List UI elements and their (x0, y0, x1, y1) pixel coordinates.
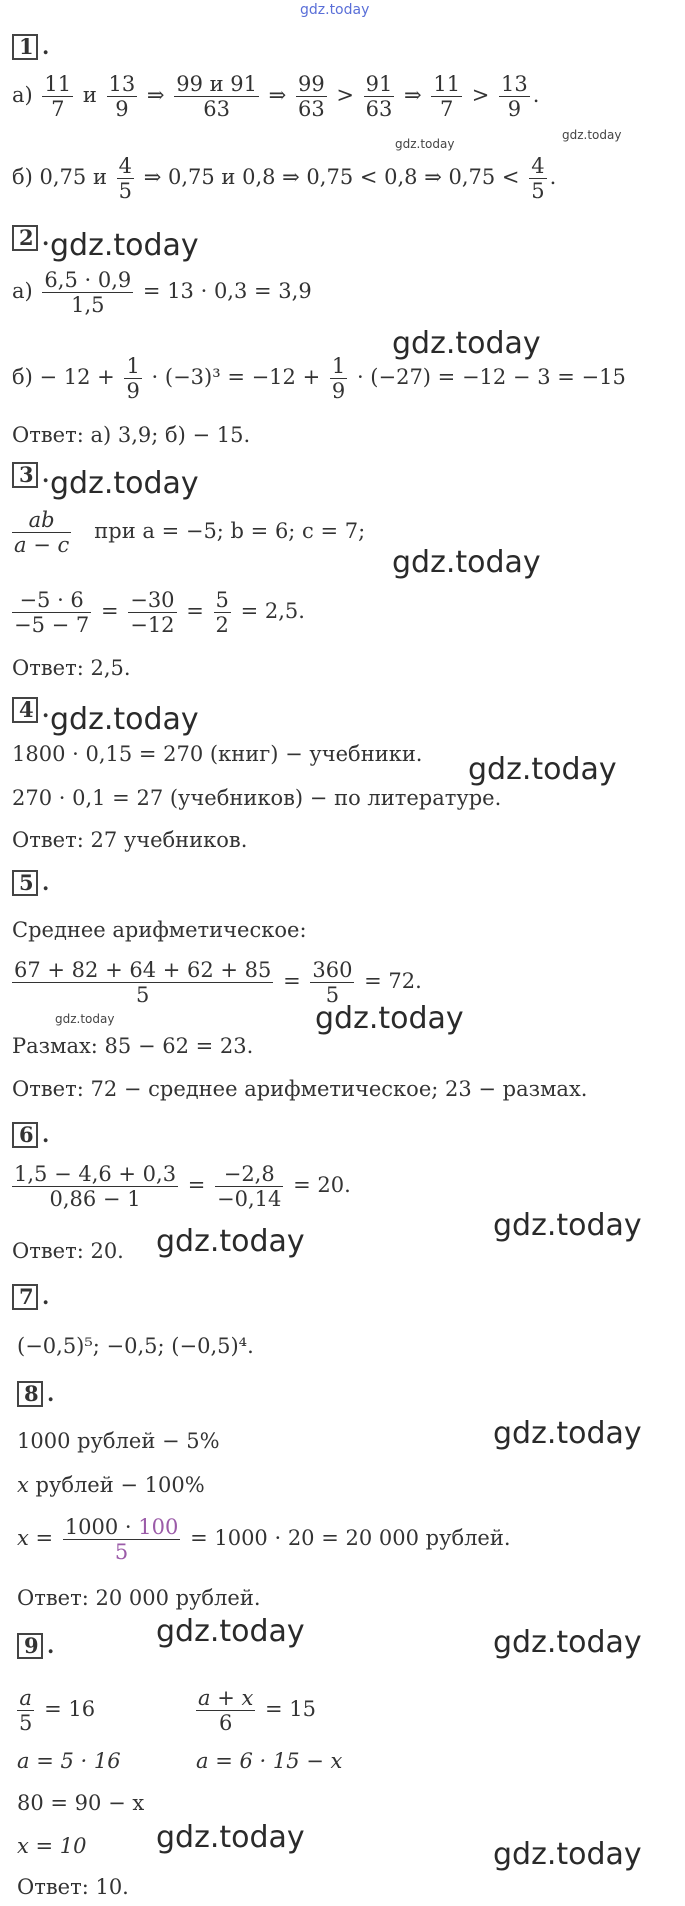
task6-line: $\frac{1,5 - 4,6 + 0,3}{0,86 - 1}$ = $\frac{-2,8}{-0,14}$ = 20. (14, 1162, 351, 1211)
fraction-task6-2: $\frac{-2,8}{-0,14}$ (217, 1162, 282, 1211)
task-number-9: 9 . (17, 1633, 43, 1659)
fraction-360-5: $\frac{360}{5}$ (312, 958, 353, 1007)
task9-line-4: x = 10 (17, 1834, 87, 1858)
fraction-task3-2: $\frac{-30}{-12}$ (130, 588, 175, 637)
task9-eq-1: $\frac{a}{5}$ = 16 (19, 1686, 96, 1735)
task9-line-2b: a = 6 · 15 − x (196, 1749, 343, 1773)
task8-line-2-text: рублей − 100% (28, 1473, 205, 1497)
fraction-4-5: $\frac{4}{5}$ (118, 154, 133, 203)
task-number-2: 2 . (12, 225, 38, 251)
task5-range: Размах: 85 − 62 = 23. (12, 1034, 254, 1058)
task8-line-x: x = $\frac{1000 \cdot 100}{5}$ = 1000 · 20 = 20 000 рублей. (17, 1515, 511, 1564)
watermark: gdz.today (392, 326, 541, 361)
watermark: gdz.today (156, 1820, 305, 1855)
task-number-4: 4 . (12, 697, 38, 723)
watermark: gdz.today (50, 702, 199, 737)
watermark: gdz.today (493, 1416, 642, 1451)
task9-answer: Ответ: 10. (17, 1875, 129, 1899)
watermark-top: gdz.today (300, 2, 370, 18)
task1-line-a: а) $\frac{11}{7}$ и $\frac{13}{9}$ ⇒ $\frac{99 и 91}{63}$ ⇒ $\frac{99}{63}$ > $\frac{91}{63}$ ⇒ $\frac{11}{7}$ > $\frac{13}{9}$ . (12, 72, 540, 121)
task-number-7: 7 . (12, 1284, 38, 1310)
watermark: gdz.today (392, 545, 541, 580)
task2-answer: Ответ: а) 3,9; б) − 15. (12, 423, 251, 447)
task8-line-1: 1000 рублей − 5% (17, 1429, 220, 1453)
fraction-1-9-b: $\frac{1}{9}$ (331, 354, 346, 403)
watermark: gdz.today (468, 752, 617, 787)
watermark: gdz.today (55, 1012, 115, 1026)
task2-line-b: б) − 12 + $\frac{1}{9}$ · (−3)³ = −12 + $\frac{1}{9}$ · (−27) = −12 − 3 = −15 (12, 354, 626, 403)
fraction-sum: $\frac{67 + 82 + 64 + 62 + 85}{5}$ (14, 958, 272, 1007)
watermark: gdz.today (493, 1208, 642, 1243)
watermark: gdz.today (493, 1625, 642, 1660)
fraction-99-63: $\frac{99}{63}$ (297, 72, 325, 121)
fraction-ax-6: $\frac{a + x}{6}$ (198, 1686, 254, 1735)
task4-line-1: 1800 · 0,15 = 270 (книг) − учебники. (12, 742, 423, 766)
fraction-11-7: $\frac{11}{7}$ (44, 72, 72, 121)
fraction-13-9: $\frac{13}{9}$ (108, 72, 136, 121)
task3-answer: Ответ: 2,5. (12, 656, 131, 680)
task7-line: (−0,5)⁵; −0,5; (−0,5)⁴. (17, 1334, 254, 1358)
task2-line-a: а) $\frac{6,5 \cdot 0,9}{1,5}$ = 13 · 0,3 = 3,9 (12, 268, 312, 317)
task8-line-2: x рублей − 100% (17, 1473, 205, 1497)
task9-line-2a: a = 5 · 16 (17, 1749, 121, 1773)
task3-line-cond: $\frac{ab}{a - c}$ при a = −5; b = 6; c = 7; (14, 508, 366, 557)
fraction-1-9: $\frac{1}{9}$ (126, 354, 140, 403)
fraction-task8: $\frac{1000 \cdot 100}{5}$ (64, 1515, 179, 1564)
watermark: gdz.today (156, 1224, 305, 1259)
fraction-99-91-63: $\frac{99 и 91}{63}$ (176, 72, 257, 121)
watermark: gdz.today (156, 1614, 305, 1649)
fraction-task3-3: $\frac{5}{2}$ (215, 588, 229, 637)
task9-line-3: 80 = 90 − x (17, 1791, 145, 1815)
fraction-11-7-b: $\frac{11}{7}$ (433, 72, 461, 121)
watermark: gdz.today (562, 128, 622, 142)
fraction-task3-1: $\frac{-5 \cdot 6}{-5 - 7}$ (14, 588, 90, 637)
watermark: gdz.today (493, 1837, 642, 1872)
watermark: gdz.today (50, 228, 199, 263)
fraction-91-63: $\frac{91}{63}$ (365, 72, 393, 121)
task5-line-mean: $\frac{67 + 82 + 64 + 62 + 85}{5}$ = $\frac{360}{5}$ = 72. (14, 958, 422, 1007)
fraction-a-5: $\frac{a}{5}$ (19, 1686, 33, 1735)
task-number-8: 8 . (17, 1381, 43, 1407)
fraction-13-9-b: $\frac{13}{9}$ (501, 72, 528, 121)
watermark: gdz.today (50, 466, 199, 501)
fraction-task6-1: $\frac{1,5 - 4,6 + 0,3}{0,86 - 1}$ (14, 1162, 177, 1211)
watermark: gdz.today (315, 1001, 464, 1036)
task-number-5: 5 . (12, 870, 38, 896)
fraction-4-5-b: $\frac{4}{5}$ (531, 154, 545, 203)
task4-answer: Ответ: 27 учебников. (12, 828, 248, 852)
task1-line-b: б) 0,75 и $\frac{4}{5}$ ⇒ 0,75 и 0,8 ⇒ 0,75 < 0,8 ⇒ 0,75 < $\frac{4}{5}$ . (12, 154, 557, 203)
task5-heading: Среднее арифметическое: (12, 918, 307, 942)
task9-eq-2: $\frac{a + x}{6}$ = 15 (198, 1686, 316, 1735)
task5-answer: Ответ: 72 − среднее арифметическое; 23 − размах. (12, 1077, 588, 1101)
task8-answer: Ответ: 20 000 рублей. (17, 1586, 261, 1610)
fraction-task2-a: $\frac{6,5 \cdot 0,9}{1,5}$ (44, 268, 132, 317)
task4-line-2: 270 · 0,1 = 27 (учебников) − по литературе. (12, 786, 502, 810)
task-number-6: 6 . (12, 1122, 38, 1148)
watermark: gdz.today (395, 137, 455, 151)
task3-line-calc: $\frac{-5 \cdot 6}{-5 - 7}$ = $\frac{-30}{-12}$ = $\frac{5}{2}$ = 2,5. (14, 588, 305, 637)
task-number-3: 3 . (12, 462, 38, 488)
task-number-1: 1 . (12, 34, 38, 60)
fraction-ab: $\frac{ab}{a - c}$ (14, 508, 70, 557)
task6-answer: Ответ: 20. (12, 1239, 124, 1263)
